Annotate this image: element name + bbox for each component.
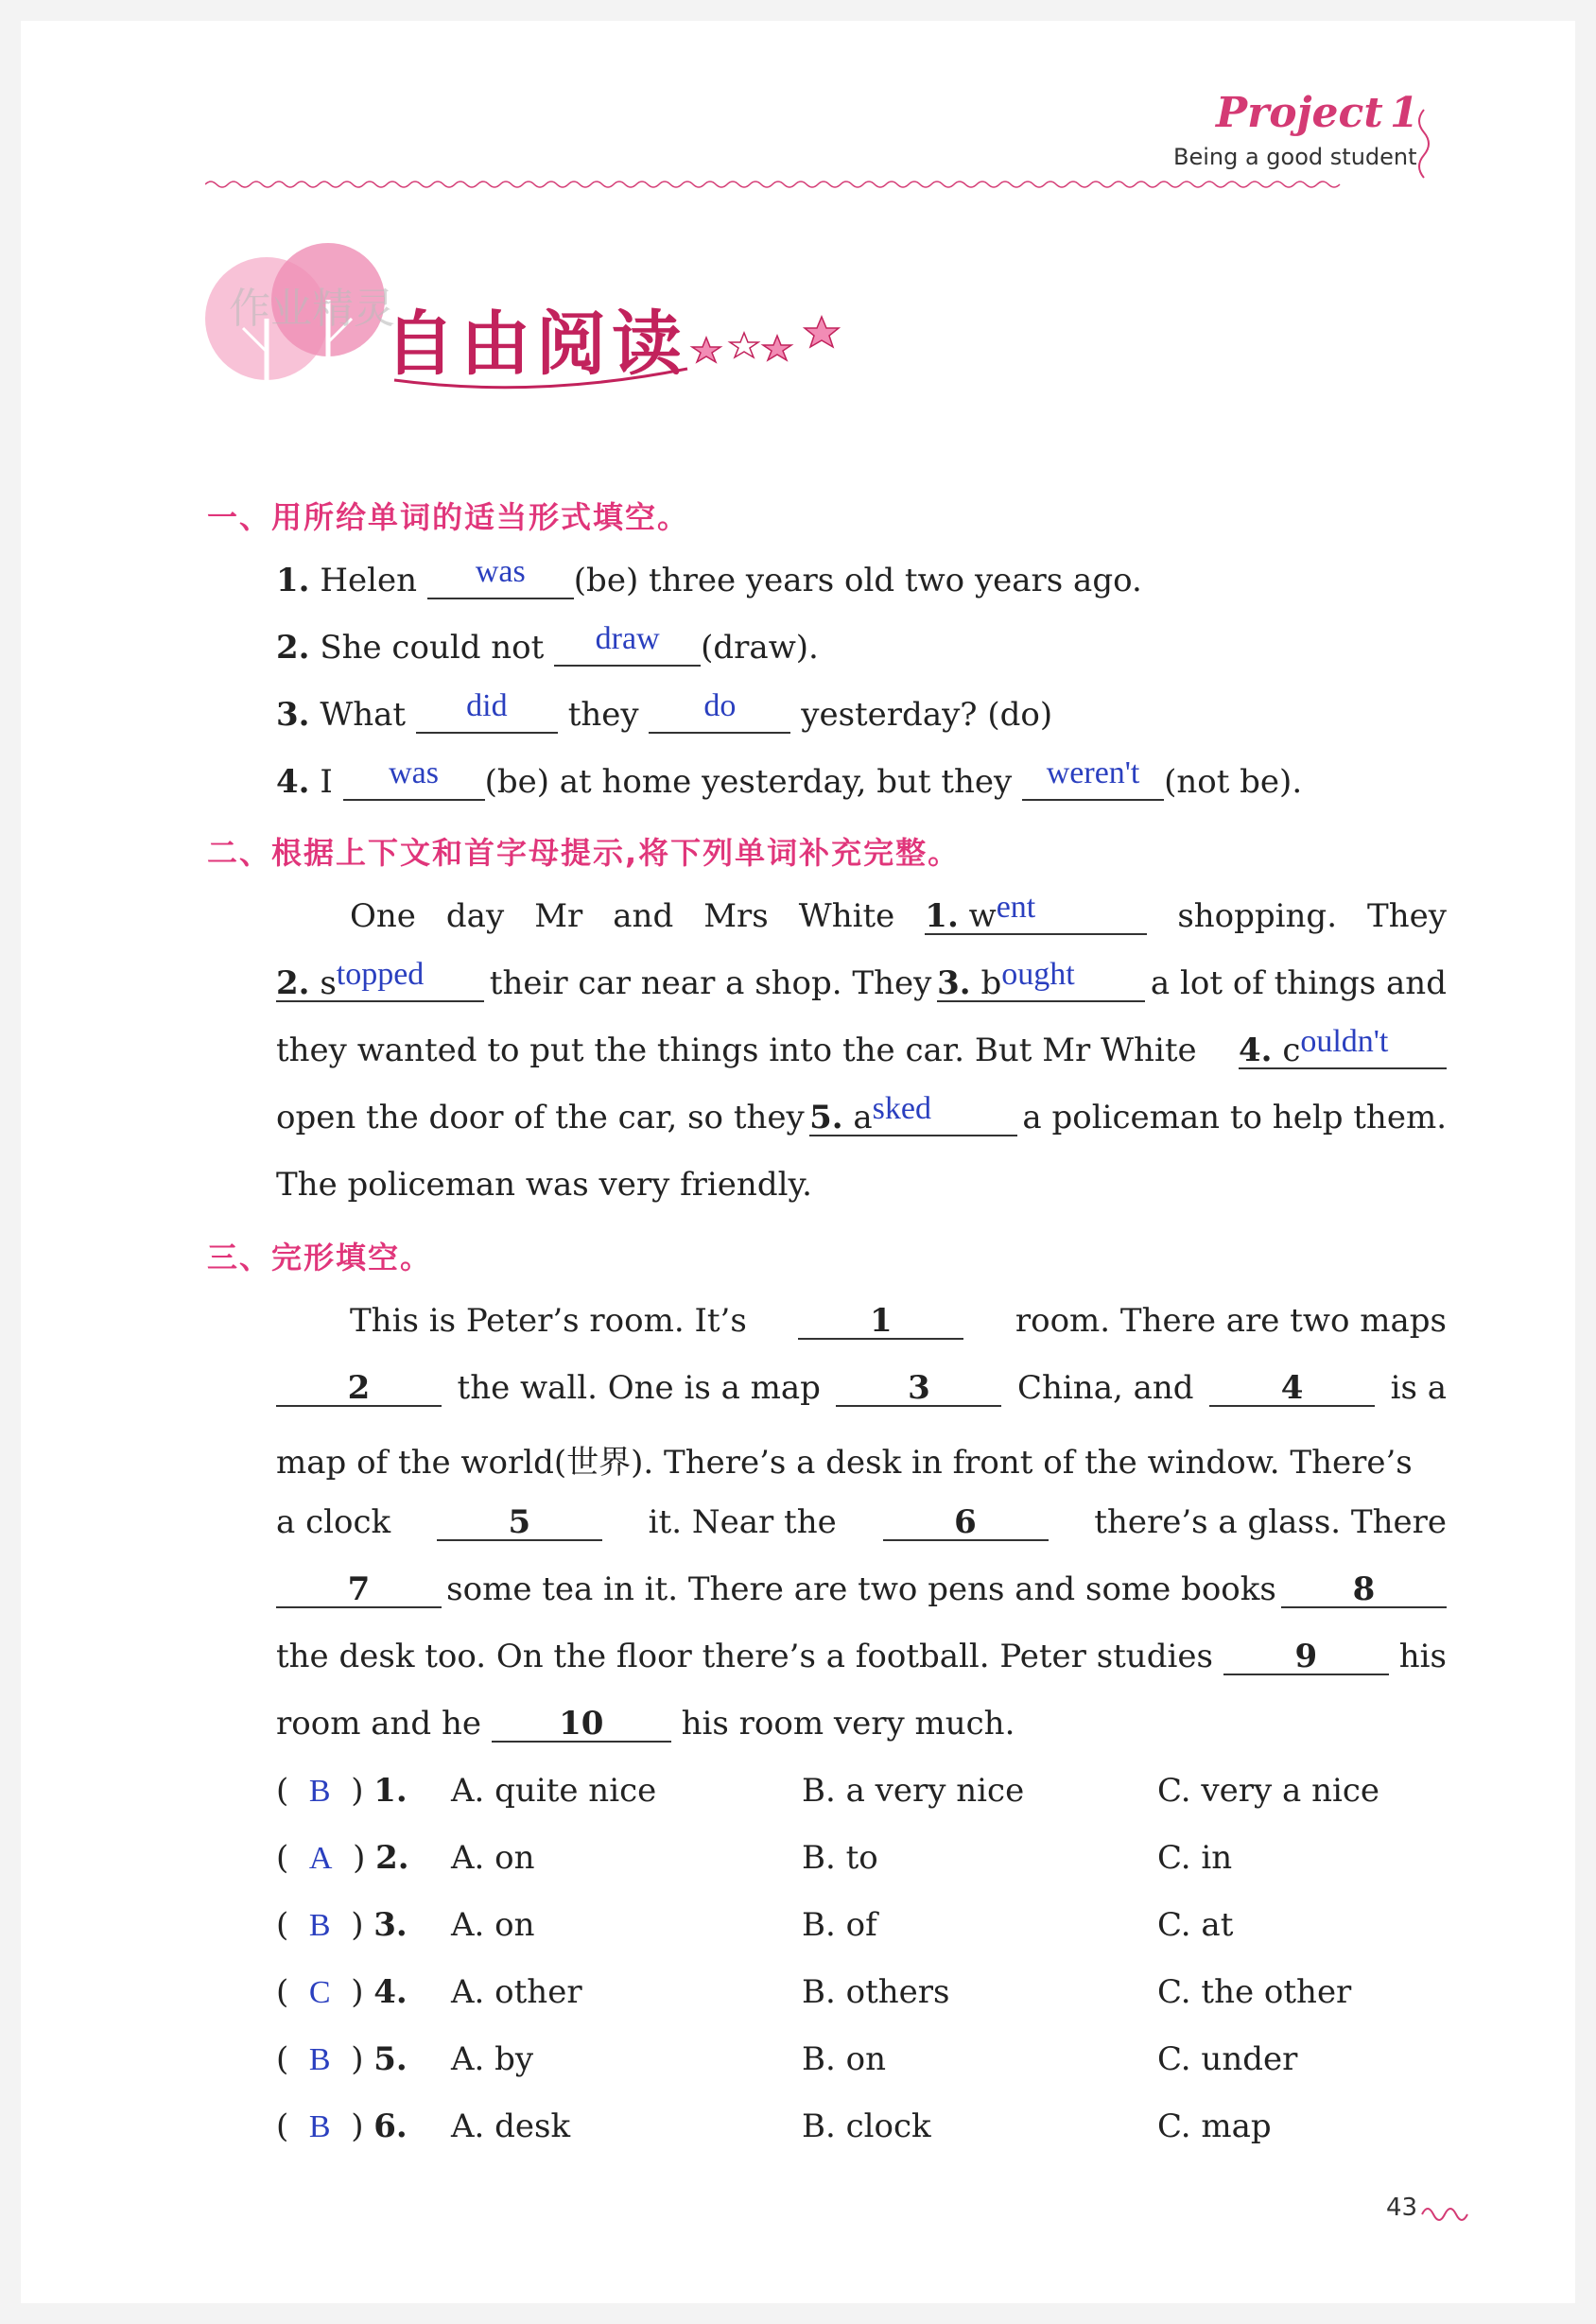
option-b[interactable]: B. of (802, 1906, 877, 1944)
mc-answer[interactable]: B (308, 1908, 331, 1943)
answer-blank[interactable]: was (343, 763, 485, 801)
mc-answer[interactable]: A (308, 1841, 333, 1876)
option-c[interactable]: C. very a nice (1157, 1772, 1380, 1810)
project-subtitle: Being a good student (1173, 144, 1417, 170)
s1-item-4: 4. I was (be) at home yesterday, but they weren't (not be). (276, 755, 1303, 801)
cloze-blank[interactable]: 1 (798, 1302, 963, 1340)
option-a[interactable]: A. other (451, 1973, 582, 2011)
s2-line-5: The policeman was very friendly. (276, 1166, 812, 1204)
answer-blank[interactable]: do (649, 696, 790, 734)
section2-heading: 二、根据上下文和首字母提示,将下列单词补充完整。 (207, 835, 961, 871)
answer-blank[interactable]: was (427, 562, 574, 599)
s3-passage-line-6: the desk too. On the floor there’s a football. Peter studies 9 his (276, 1638, 1447, 1675)
s3-passage-line-5: 7 some tea in it. There are two pens and some books 8 (276, 1570, 1447, 1608)
option-b[interactable]: B. others (802, 1973, 950, 2011)
cloze-blank[interactable]: 10 (492, 1705, 671, 1743)
s3-passage-line-4: a clock 5 it. Near the 6 there’s a glass. There (276, 1503, 1447, 1541)
answer-blank[interactable]: 5. asked (809, 1099, 1017, 1136)
option-a[interactable]: A. on (451, 1906, 535, 1944)
banner-title: 自由阅读 (385, 304, 687, 385)
mc-answer[interactable]: B (308, 2109, 331, 2144)
section3-heading: 三、完形填空。 (207, 1240, 433, 1275)
mc-answer[interactable]: B (308, 2042, 331, 2077)
option-a[interactable]: A. quite nice (451, 1772, 657, 1810)
project-label: Project (1216, 89, 1383, 137)
option-a[interactable]: A. by (451, 2040, 534, 2078)
section1-heading: 一、用所给单词的适当形式填空。 (207, 499, 690, 535)
option-a[interactable]: A. desk (451, 2107, 571, 2145)
cloze-blank[interactable]: 8 (1281, 1570, 1447, 1608)
s2-line-1: One day Mr and Mrs White 1. went shopping. They (350, 890, 1447, 935)
cloze-blank[interactable]: 6 (883, 1503, 1049, 1541)
option-a[interactable]: A. on (451, 1839, 535, 1877)
cloze-blank[interactable]: 7 (276, 1570, 442, 1608)
cloze-blank[interactable]: 2 (276, 1369, 442, 1407)
page-number: 43 (1386, 2194, 1418, 2222)
worksheet-page: Project 1 Being a good student 作业精灵 自由阅读 一、用所给单词的适当形式填空。 1. Helen was (be) three years old two years ago. 2. She could not draw (draw). 3. What did they do yesterday? (do) 4. I was (be) at home yesterday, but they weren't (not be). 二、根据上下文和首字母提示,将下列单词补充完整。 One day Mr and Mrs White 1. went shopping. They 2. stopped their car near a shop. They 3. bought a lot of things and they wanted to put the things into the car. But Mr White 4. couldn't open the door of the car, so they 5. asked a policeman to help them. The policeman was very friendly. 三、完形填空。 This is Peter’s room. It’s 1 room. There are two maps 2 the wall. One is a map 3 China, and 4 is a map of the world(世界). There’s a desk in front of the window. There’s a clock 5 it. Near the 6 there’s a glass. There 7 some tea in it. There are two pens and some books 8 the desk too. On the floor there’s a football. Peter studies 9 his room and he 10 his room very much. ( B ) 1. A. quite nice B. a very nice C. very a nice ( A ) 2. A. on B. to C. in ( B ) 3. A. on B. of C. at ( C ) 4. A. other B. others C. the other ( B ) 5. A. by B. on C. under ( B ) 6. A. desk B. clock C. map 43 (21, 21, 1575, 2303)
option-c[interactable]: C. map (1157, 2107, 1272, 2145)
project-number: 1 (1390, 89, 1419, 137)
cloze-blank[interactable]: 4 (1209, 1369, 1375, 1407)
cloze-blank[interactable]: 3 (836, 1369, 1001, 1407)
s2-line-3: they wanted to put the things into the car. But Mr White 4. couldn't (276, 1032, 1447, 1069)
mc-answer[interactable]: B (308, 1774, 331, 1809)
s3-passage-line-7: room and he 10 his room very much. (276, 1705, 1015, 1743)
option-b[interactable]: B. clock (802, 2107, 931, 2145)
option-c[interactable]: C. under (1157, 2040, 1298, 2078)
answer-blank[interactable]: 3. bought (937, 964, 1145, 1002)
header-wave-divider (205, 178, 1425, 191)
option-b[interactable]: B. a very nice (802, 1772, 1025, 1810)
option-c[interactable]: C. the other (1157, 1973, 1352, 2011)
answer-blank[interactable]: 1. went (925, 897, 1147, 935)
answer-blank[interactable]: 2. stopped (276, 964, 484, 1002)
s1-item-3: 3. What did they do yesterday? (do) (276, 688, 1053, 734)
s2-line-4: open the door of the car, so they 5. asked a policeman to help them. (276, 1091, 1447, 1136)
s1-item-2: 2. She could not draw (draw). (276, 621, 819, 667)
banner-swoosh (385, 361, 697, 390)
s2-line-2: 2. stopped their car near a shop. They 3. bought a lot of things and (276, 957, 1447, 1002)
s3-passage-line-3: map of the world(世界). There’s a desk in front of the window. There’s (276, 1444, 1413, 1482)
answer-blank[interactable]: 4. couldn't (1239, 1032, 1447, 1069)
star-decoration-icon (687, 309, 848, 375)
option-b[interactable]: B. to (802, 1839, 878, 1877)
s3-passage-line-2: 2 the wall. One is a map 3 China, and 4 is a (276, 1369, 1447, 1407)
decor-vine-icon (1411, 106, 1437, 182)
option-c[interactable]: C. at (1157, 1906, 1234, 1944)
option-c[interactable]: C. in (1157, 1839, 1233, 1877)
s1-item-1: 1. Helen was (be) three years old two years ago. (276, 554, 1142, 599)
answer-blank[interactable]: weren't (1022, 763, 1164, 801)
cloze-blank[interactable]: 9 (1223, 1638, 1389, 1675)
answer-blank[interactable]: draw (554, 629, 701, 667)
footer-swirl-icon (1418, 2195, 1475, 2224)
s3-passage-line-1: This is Peter’s room. It’s 1 room. There are two maps (350, 1302, 1447, 1340)
answer-blank[interactable]: did (416, 696, 558, 734)
mc-answer[interactable]: C (308, 1975, 331, 2010)
watermark-text: 作业精灵 (229, 285, 395, 333)
option-b[interactable]: B. on (802, 2040, 886, 2078)
cloze-blank[interactable]: 5 (437, 1503, 602, 1541)
